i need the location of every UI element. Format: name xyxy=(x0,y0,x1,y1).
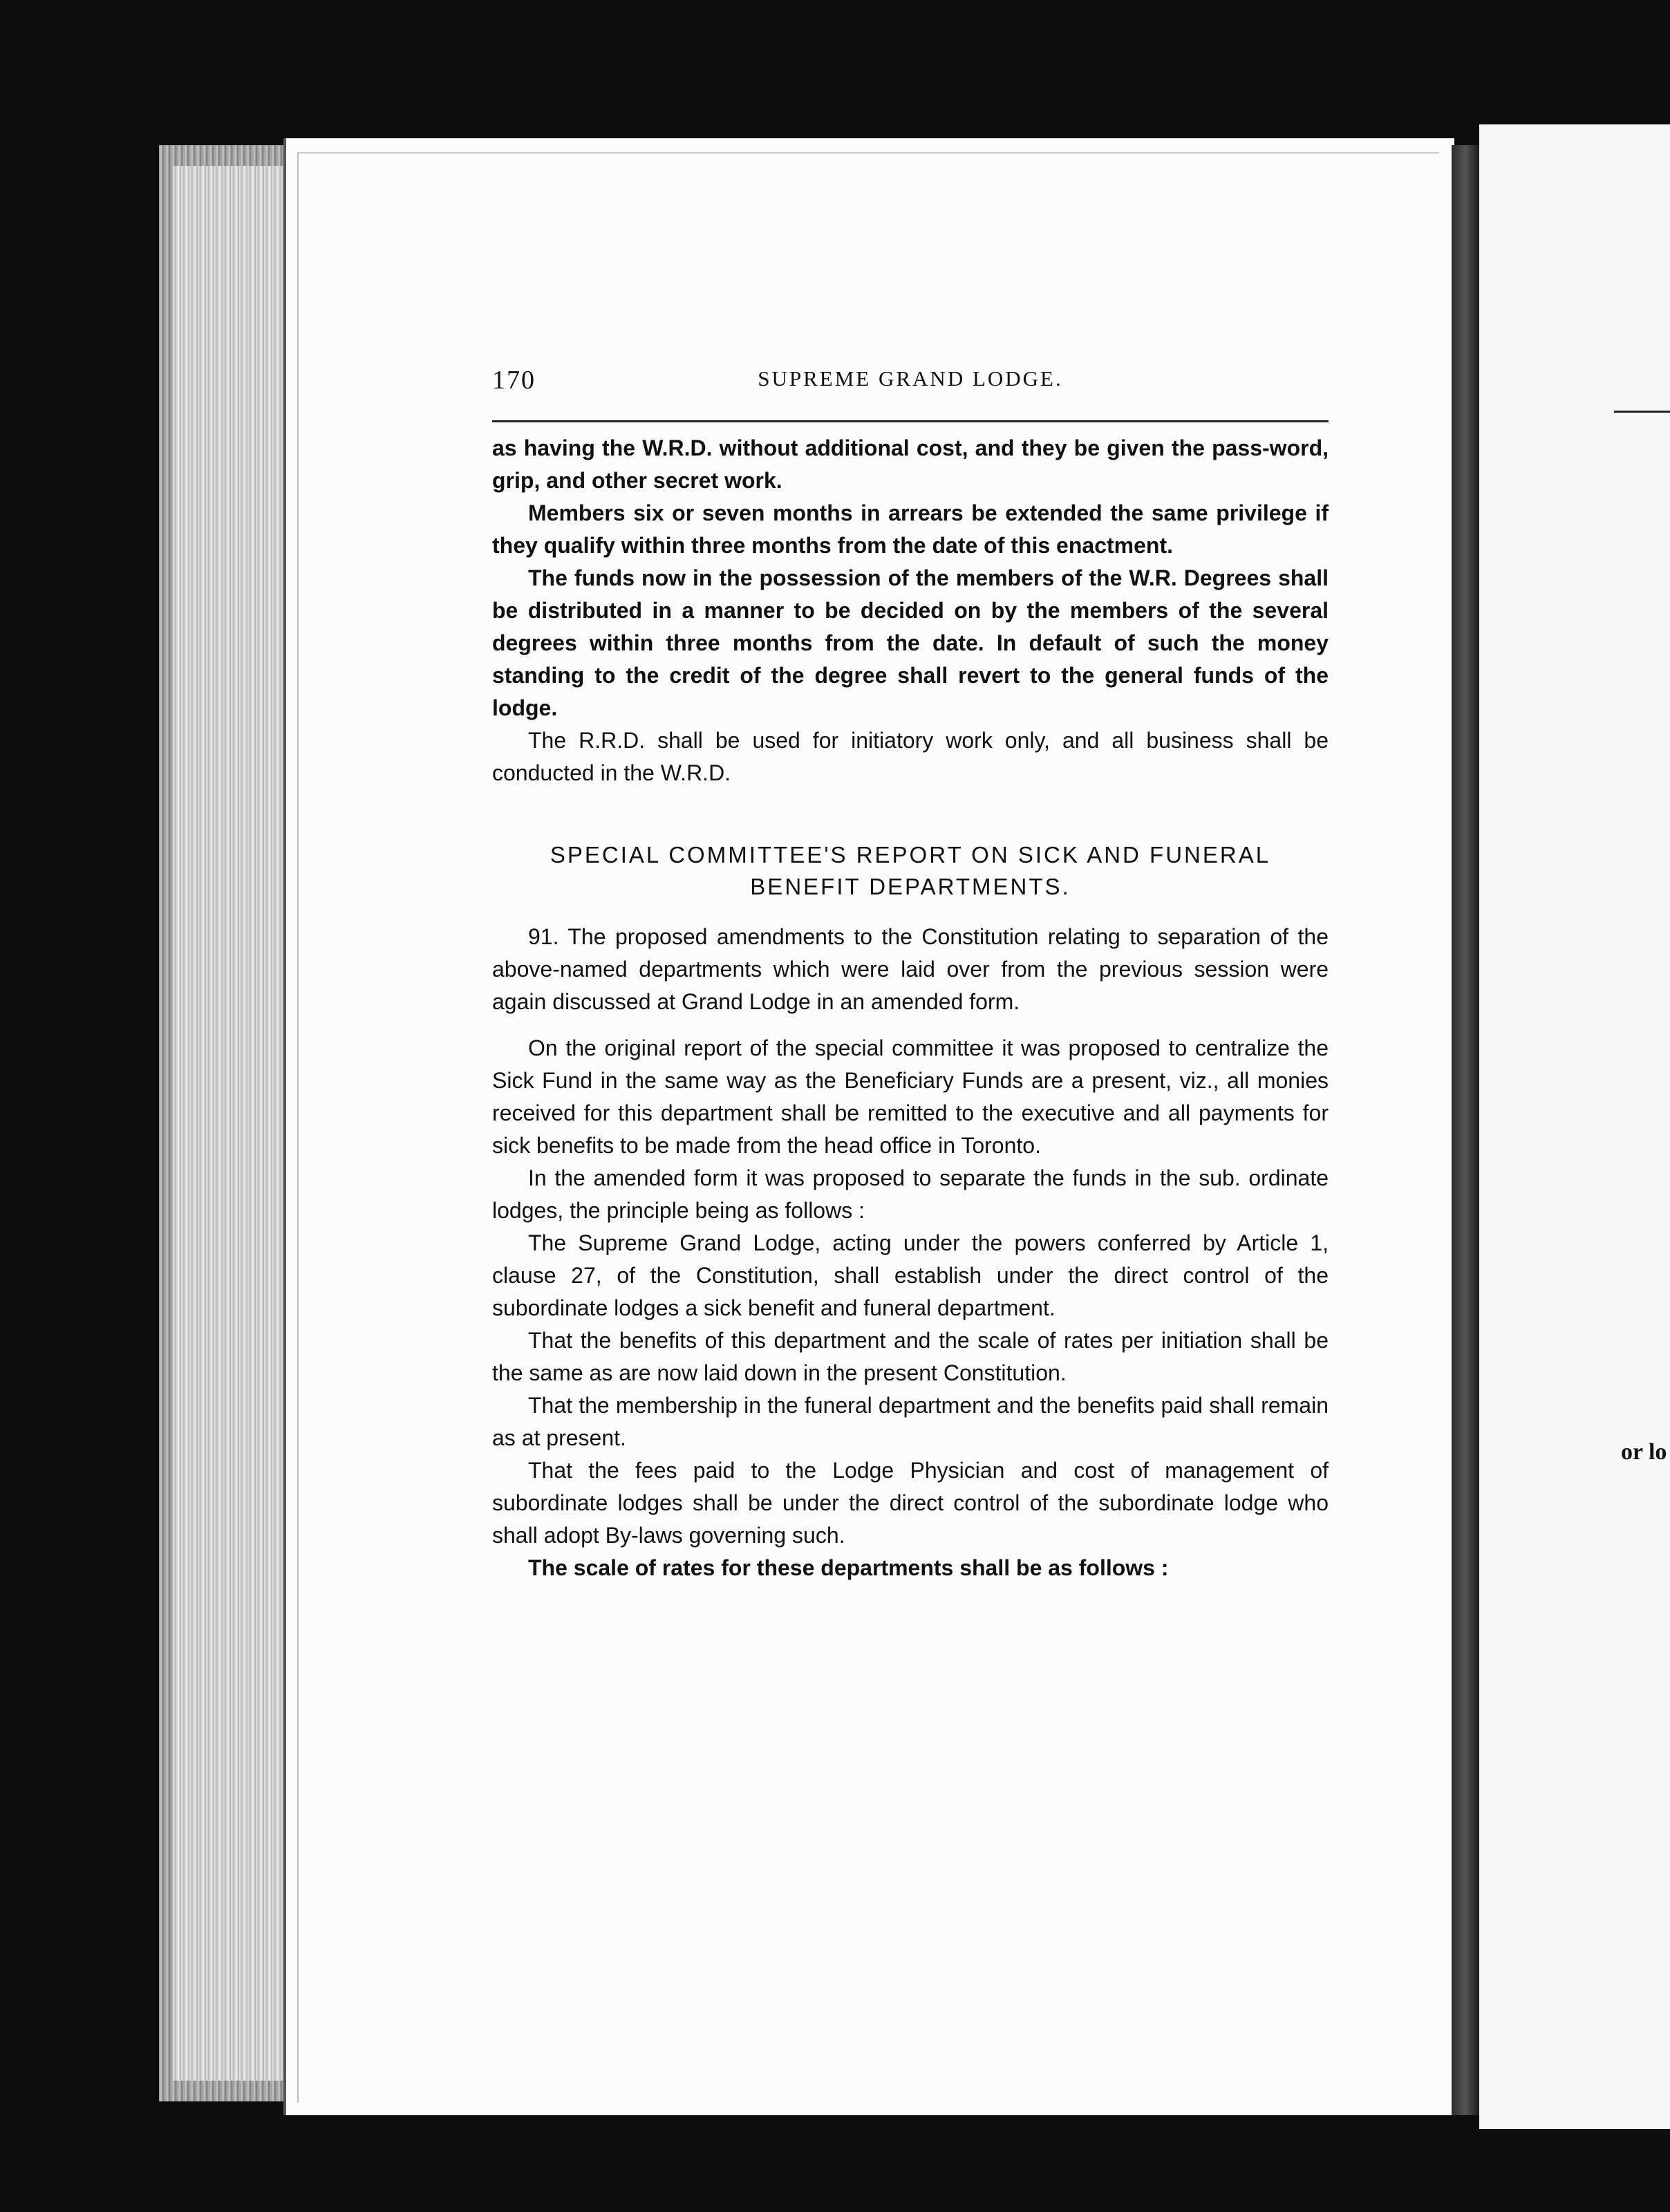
paragraph: The scale of rates for these departments shall be as follows : xyxy=(528,1555,1169,1580)
page-content xyxy=(492,359,1329,1584)
paragraph: Members six or seven months in arrears be extended the same privilege if they qualify within three months from the date of this enactment. xyxy=(492,500,1329,558)
section-heading-line: BENEFIT DEPARTMENTS. xyxy=(750,874,1071,899)
page-number: 170 xyxy=(492,366,536,395)
paragraph: as having the W.R.D. without additional cost, and they be given the pass-word, grip, and other secret work. xyxy=(492,435,1329,493)
paragraph: In the amended form it was proposed to separate the funds in the sub. ordinate lodges, the principle being as follows : xyxy=(492,1165,1329,1223)
paragraph: That the benefits of this department and the scale of rates per initiation shall be the same as are now laid down in the present Constitution. xyxy=(492,1328,1329,1385)
paragraph: That the fees paid to the Lodge Physician and cost of management of subordinate lodges shall be under the direct control of the subordinate lodge who shall adopt By-laws governing such. xyxy=(492,1458,1329,1548)
paragraph: 91. The proposed amendments to the Constitution relating to separation of the above-named departments which were laid over from the previous session were again discussed at Grand Lodge in an amended form. xyxy=(492,924,1329,1014)
paragraph: On the original report of the special committee it was proposed to centralize the Sick Fund in the same way as the Beneficiary Funds are a present, viz., all monies received for this department shall be remitted to the executive and all payments for sick benefits to be made from the head office in Toronto. xyxy=(492,1035,1329,1158)
paragraph: The Supreme Grand Lodge, acting under the powers conferred by Article 1, clause 27, of the Constitution, shall establish under the direct control of the subordinate lodges a sick benefit and funeral department. xyxy=(492,1230,1329,1320)
running-title: SUPREME GRAND LODGE. xyxy=(758,366,1063,391)
facing-page xyxy=(1479,124,1670,2129)
facing-page-text-fragment: or lo xyxy=(1621,1439,1667,1465)
paragraph: The R.R.D. shall be used for initiatory work only, and all business shall be conducted in the W.R.D. xyxy=(492,728,1329,785)
paragraph: The funds now in the possession of the members of the W.R. Degrees shall be distributed in a manner to be decided on by the members of the several degrees within three months from the date. In default of such the money standing to the credit of the degree shall revert to the general funds of the lodge. xyxy=(492,565,1329,720)
running-header xyxy=(492,359,1329,401)
section-heading xyxy=(492,839,1329,903)
book-gutter xyxy=(1452,145,1479,2115)
facing-page-rule xyxy=(1614,411,1670,413)
header-rule xyxy=(492,420,1329,422)
book-page-edges-inner xyxy=(173,166,283,2081)
section-heading-line: SPECIAL COMMITTEE'S REPORT ON SICK AND FUNERAL xyxy=(550,842,1271,868)
paragraph: That the membership in the funeral department and the benefits paid shall remain as at present. xyxy=(492,1393,1329,1450)
